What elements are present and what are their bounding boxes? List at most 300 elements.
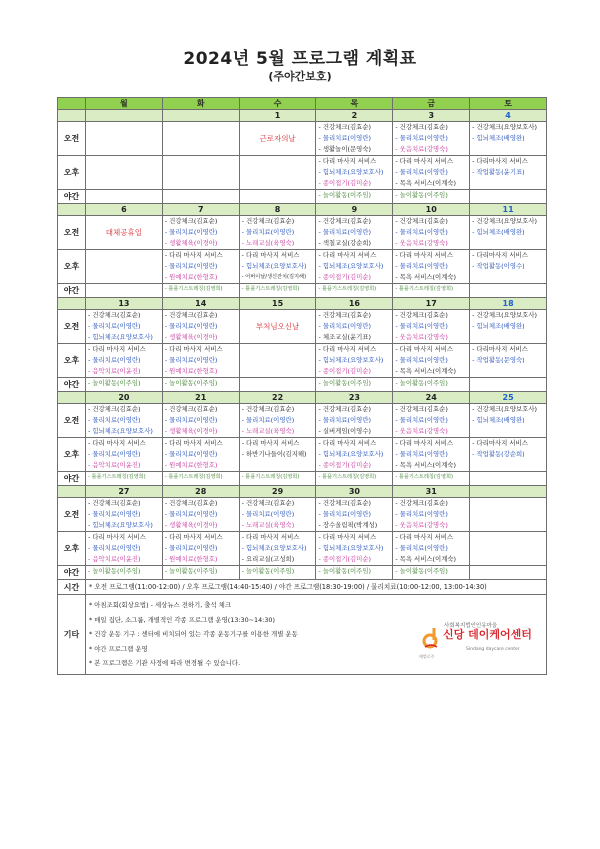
program-item: - 다리 마사지 서비스 <box>88 345 146 353</box>
night-program-cell <box>470 190 547 204</box>
program-item: - 물리치료(이영란) <box>164 416 218 424</box>
program-item: - 색칠교실(강순희) <box>318 239 372 247</box>
day-header-row <box>58 98 547 110</box>
program-item: - 장수올림픽(박계성) <box>318 521 378 529</box>
date-row-label <box>58 204 86 216</box>
program-cell <box>162 404 239 438</box>
program-cell <box>470 498 547 532</box>
program-item: - 웃음치료(강명숙) <box>395 521 448 529</box>
program-cell <box>162 344 239 378</box>
night-program-cell <box>239 190 316 204</box>
date-cell: 23 <box>316 392 393 404</box>
night-program-cell <box>162 190 239 204</box>
program-cell <box>239 344 316 378</box>
page-subtitle: (주야간보호) <box>268 70 332 83</box>
program-item: - 힘뇌체조(요양보호사) <box>241 262 307 270</box>
program-item: - 다리 마사지 서비스 <box>395 345 454 353</box>
program-item: - 힘뇌체조(요양보호사) <box>318 450 384 458</box>
night-program-cell: - 놀이활동(이주임) <box>239 566 316 580</box>
program-item: - 종이접기(김미순) <box>318 367 372 375</box>
program-item: - 다리 마사지 서비스 <box>164 533 223 541</box>
program-cell <box>393 404 470 438</box>
program-item: - 건강체크(김효순) <box>241 499 295 507</box>
program-cell <box>470 344 547 378</box>
program-item: - 작업활동(이영수) <box>472 262 525 270</box>
pm-label: 오후 <box>58 250 86 284</box>
program-item: - 다리 마사지 서비스 <box>318 345 377 353</box>
program-item: - 건강체크(요양보호사) <box>472 123 538 131</box>
time-row <box>58 580 547 595</box>
night-program-cell: - 틀플기스트레칭(김영희) <box>393 472 470 486</box>
program-item: - 생활체육(이경아) <box>164 521 218 529</box>
program-cell: 근로자의날 <box>239 122 316 156</box>
program-cell <box>162 250 239 284</box>
date-row <box>58 486 547 498</box>
notes-row <box>58 595 547 675</box>
program-item: - 건강체크(김효순) <box>395 123 448 131</box>
night-program-cell: - 틀플기스트레칭(김영희) <box>316 284 393 298</box>
night-program-cell: - 틀플기스트레칭(김영희) <box>239 472 316 486</box>
program-item: - 웃음치료(강명숙) <box>395 427 448 435</box>
program-cell <box>239 404 316 438</box>
program-item: - 웃음치료(강명숙) <box>395 239 448 247</box>
night-program-cell: - 놀이활동(이주임) <box>316 378 393 392</box>
program-item: - 노래교실(육영숙) <box>241 427 295 435</box>
logo-small-text: 애벌로주 <box>419 654 435 659</box>
night-program-cell: - 틀플기스트레칭(김영희) <box>393 284 470 298</box>
program-item: - 다리 마사지 서비스 <box>395 439 454 447</box>
weeks-body <box>58 110 547 580</box>
program-item: - 물리치료(이영란) <box>88 510 141 518</box>
program-item: - 건강체크(김효순) <box>318 311 372 319</box>
program-cell <box>86 404 163 438</box>
night-label: 야간 <box>58 472 86 486</box>
program-cell <box>316 438 393 472</box>
program-cell <box>470 216 547 250</box>
am-label: 오전 <box>58 310 86 344</box>
program-cell <box>86 344 163 378</box>
date-cell: 16 <box>316 298 393 310</box>
night-program-cell <box>239 378 316 392</box>
date-row-label <box>58 298 86 310</box>
date-cell: 4 <box>470 110 547 122</box>
program-item: - 원예치료(한형호) <box>164 367 218 375</box>
program-cell <box>393 532 470 566</box>
program-item: - 생활놀이(문영숙) <box>318 145 372 153</box>
night-row <box>58 190 547 204</box>
program-item: - 물리치료(이영란) <box>395 168 448 176</box>
program-item: - 물리치료(이영란) <box>318 322 372 330</box>
program-item: - 물리치료(이영란) <box>395 134 448 142</box>
note-line: * 야간 프로그램 운영 <box>89 644 148 653</box>
day-header: 화 <box>162 98 239 110</box>
program-item: - 다리 마사지 서비스 <box>395 157 454 165</box>
program-item: - 힘뇌체조(요양보호사) <box>241 544 307 552</box>
program-item: - 목욕 서비스(이계숙) <box>395 367 457 375</box>
program-cell <box>162 310 239 344</box>
program-item: - 노래교실(육영숙) <box>241 239 295 247</box>
date-cell: 29 <box>239 486 316 498</box>
program-item: - 원예치료(한형호) <box>164 555 218 563</box>
program-item: - 원예치료(한형호) <box>164 461 218 469</box>
program-item: - 물리치료(이영란) <box>164 450 218 458</box>
program-cell: 대체공휴일 <box>86 216 163 250</box>
program-item: - 건강체크(김효순) <box>164 217 218 225</box>
program-item: - 건강체크(김효순) <box>318 405 372 413</box>
program-cell <box>470 438 547 472</box>
program-cell <box>316 532 393 566</box>
date-row-label <box>58 110 86 122</box>
night-program-cell <box>470 378 547 392</box>
program-item: - 건강체크(김효순) <box>395 405 448 413</box>
program-item: - 목욕 서비스(이계숙) <box>395 461 457 469</box>
day-header: 토 <box>470 98 547 110</box>
program-item: - 힘뇌체조(요양보호사) <box>88 333 153 341</box>
night-program-cell: - 놀이활동(이주임) <box>162 566 239 580</box>
program-item: - 목욕 서비스(이계숙) <box>395 273 457 281</box>
day-header: 목 <box>316 98 393 110</box>
night-program-cell: - 놀이활동(이주임) <box>393 566 470 580</box>
program-item: - 원예치료(한형호) <box>164 273 218 281</box>
am-label: 오전 <box>58 122 86 156</box>
program-item: - 생활체육(이경아) <box>164 333 218 341</box>
program-item: - 다리 마사지 서비스 <box>164 251 223 259</box>
date-cell: 14 <box>162 298 239 310</box>
date-cell: 24 <box>393 392 470 404</box>
program-item: - 물리치료(이영란) <box>318 228 372 236</box>
date-cell <box>162 110 239 122</box>
night-program-cell <box>86 190 163 204</box>
program-cell <box>393 344 470 378</box>
center-logo <box>410 619 540 659</box>
date-cell: 2 <box>316 110 393 122</box>
program-item: - 다리 마사지 서비스 <box>88 533 146 541</box>
program-item: - 건강체크(요양보호사) <box>472 405 538 413</box>
program-cell <box>316 156 393 190</box>
program-item: - 물리치료(이영란) <box>395 510 448 518</box>
am-label: 오전 <box>58 498 86 532</box>
program-item: - 물리치료(이영란) <box>395 356 448 364</box>
date-cell: 8 <box>239 204 316 216</box>
program-item: - 다리 마사지 서비스 <box>88 439 146 447</box>
date-cell: 18 <box>470 298 547 310</box>
date-cell: 22 <box>239 392 316 404</box>
program-cell <box>86 532 163 566</box>
program-item: - 힘뇌체조(요양보호사) <box>318 168 384 176</box>
program-item: - 건강체크(요양보호사) <box>472 311 538 319</box>
program-item: - 다리 마사지 서비스 <box>318 533 377 541</box>
program-item: - 노래교실(육영숙) <box>241 521 295 529</box>
program-item: - 힘뇌체조(배영완) <box>472 134 525 142</box>
pm-row <box>58 250 547 284</box>
night-label: 야간 <box>58 190 86 204</box>
program-cell <box>86 438 163 472</box>
program-item: - 물리치료(이영란) <box>318 416 372 424</box>
date-cell: 28 <box>162 486 239 498</box>
program-item: - 물리치료(이영란) <box>395 228 448 236</box>
pm-row <box>58 438 547 472</box>
night-program-cell: - 틀플기스트레칭(김영희) <box>86 472 163 486</box>
date-row-label <box>58 392 86 404</box>
program-item: - 실버게임(이영수) <box>318 427 372 435</box>
program-item: - 물리치료(이영란) <box>395 322 448 330</box>
program-cell <box>86 122 163 156</box>
program-cell <box>470 404 547 438</box>
logo-english: Sindang daycare center <box>466 647 520 652</box>
pm-label: 오후 <box>58 532 86 566</box>
program-item: - 힘뇌체조(요양보호사) <box>318 262 384 270</box>
program-item: - 다리 마사지 서비스 <box>241 439 300 447</box>
program-cell <box>162 498 239 532</box>
am-label: 오전 <box>58 404 86 438</box>
program-item: - 음악치료(이윤진) <box>88 555 141 563</box>
night-program-cell: - 놀이활동(이주임) <box>316 566 393 580</box>
program-cell <box>393 156 470 190</box>
program-item: - 물리치료(이영란) <box>318 134 372 142</box>
program-item: - 힘뇌체조(배영완) <box>472 416 525 424</box>
etc-label: 기타 <box>58 595 86 675</box>
program-item: - 건강체크(김효순) <box>241 405 295 413</box>
program-item: - 다리마사지 서비스 <box>472 439 528 447</box>
program-cell <box>316 310 393 344</box>
program-cell <box>239 250 316 284</box>
am-row <box>58 122 547 156</box>
program-item: - 건강체크(김효순) <box>164 499 218 507</box>
program-item: - 물리치료(이영란) <box>88 322 141 330</box>
am-label: 오전 <box>58 216 86 250</box>
program-item: - 음악치료(이윤진) <box>88 367 141 375</box>
night-program-cell: - 틀플기스트레칭(김영희) <box>239 284 316 298</box>
program-item: - 건강체크(김효순) <box>318 217 372 225</box>
program-item: - 건강체크(김효순) <box>164 405 218 413</box>
date-cell: 10 <box>393 204 470 216</box>
night-row <box>58 472 547 486</box>
program-item: - 물리치료(이영란) <box>164 322 218 330</box>
program-item: - 건강체크(요양보호사) <box>472 217 538 225</box>
program-cell <box>239 498 316 532</box>
program-item: - 건강체크(김효순) <box>395 499 448 507</box>
night-row <box>58 378 547 392</box>
program-item: - 건강체크(김효순) <box>395 311 448 319</box>
program-item: - 작업활동(강순희) <box>472 450 525 458</box>
night-program-cell <box>470 284 547 298</box>
program-item: - 물리치료(이영란) <box>395 544 448 552</box>
day-header: 월 <box>86 98 163 110</box>
program-item: - 힘뇌체조(요양보호사) <box>88 427 153 435</box>
am-row <box>58 404 547 438</box>
pm-row <box>58 344 547 378</box>
program-item: - 다리 마사지 서비스 <box>318 157 377 165</box>
program-cell <box>86 156 163 190</box>
night-program-cell: - 놀이활동(이주임) <box>86 378 163 392</box>
program-item: - 생활체육(이경아) <box>164 427 218 435</box>
program-item: - 다리마사지 서비스 <box>472 251 528 259</box>
am-row <box>58 498 547 532</box>
date-cell: 27 <box>86 486 163 498</box>
logo-org: 사회복지법인인유마을 <box>444 623 498 629</box>
program-item: - 물리치료(이영란) <box>395 450 448 458</box>
note-line: * 본 프로그램은 기관 사정에 따라 변경될 수 있습니다. <box>89 659 241 668</box>
program-cell <box>239 438 316 472</box>
date-cell: 21 <box>162 392 239 404</box>
date-row <box>58 298 547 310</box>
program-item: - 물리치료(이영란) <box>318 510 372 518</box>
program-item: - 다리 마사지 서비스 <box>164 439 223 447</box>
program-cell <box>86 498 163 532</box>
night-label: 야간 <box>58 378 86 392</box>
program-item: - 물리치료(이영란) <box>88 416 141 424</box>
date-cell: 11 <box>470 204 547 216</box>
night-program-cell: - 놀이활동(이주임) <box>86 566 163 580</box>
time-label: 시간 <box>58 580 86 595</box>
note-line: * 아침조회(회상요법) - 세상뉴스 전하기, 출석 체크 <box>89 601 232 609</box>
program-item: - 건강체크(김효순) <box>88 499 141 507</box>
program-cell <box>393 310 470 344</box>
program-item: - 다리 마사지 서비스 <box>318 439 377 447</box>
time-schedule: * 오전 프로그램(11:00-12:00) / 오후 프로그램(14:40-15:40) / 야간 프로그램(18:30-19:00) / 물리치료(10:00-12:00, 13:00-14:30) <box>86 580 547 595</box>
night-label: 야간 <box>58 566 86 580</box>
program-item: - 건강체크(김효순) <box>241 217 295 225</box>
program-item: - 물리치료(이영란) <box>88 544 141 552</box>
program-item: - 다리 마사지 서비스 <box>241 533 300 541</box>
program-cell <box>86 310 163 344</box>
date-cell <box>470 486 547 498</box>
program-cell <box>239 156 316 190</box>
program-item: - 어버이날/생신잔치(김지해) <box>241 274 307 280</box>
program-cell <box>393 438 470 472</box>
program-cell <box>393 498 470 532</box>
program-item: - 힘뇌체조(배영완) <box>472 228 525 236</box>
program-item: - 물리치료(이영란) <box>164 356 218 364</box>
program-item: - 음악치료(이윤진) <box>88 461 141 469</box>
date-cell: 31 <box>393 486 470 498</box>
program-item: - 건강체크(김효순) <box>318 123 372 131</box>
program-cell <box>162 532 239 566</box>
program-item: - 건강체크(김효순) <box>318 499 372 507</box>
logo-mark-icon <box>422 627 440 649</box>
pm-label: 오후 <box>58 344 86 378</box>
am-row <box>58 216 547 250</box>
day-header: 수 <box>239 98 316 110</box>
date-cell: 25 <box>470 392 547 404</box>
date-cell: 3 <box>393 110 470 122</box>
pm-label: 오후 <box>58 156 86 190</box>
note-line: * 건강 운동 기구 : 센터에 비치되어 있는 각종 운동기구를 이용한 개별 운동 <box>89 630 298 639</box>
program-table <box>57 97 547 675</box>
program-item: - 다리마사지 서비스 <box>472 345 528 353</box>
program-cell <box>239 532 316 566</box>
program-cell <box>316 344 393 378</box>
night-program-cell: - 놀이활동(이주임) <box>316 190 393 204</box>
corner-cell <box>58 98 86 110</box>
program-item: - 힘뇌체조(요양보호사) <box>318 356 384 364</box>
am-row <box>58 310 547 344</box>
program-item: - 생활체육(이경아) <box>164 239 218 247</box>
program-item: - 다리 마사지 서비스 <box>395 251 454 259</box>
date-cell: 1 <box>239 110 316 122</box>
program-cell <box>470 156 547 190</box>
program-item: - 건강체크(김효순) <box>395 217 448 225</box>
date-cell <box>86 110 163 122</box>
night-program-cell: - 놀이활동(이주임) <box>393 378 470 392</box>
pm-label: 오후 <box>58 438 86 472</box>
program-item: - 건강체크(김효순) <box>164 311 218 319</box>
program-cell <box>470 310 547 344</box>
program-item: - 종이접기(김미순) <box>318 179 372 187</box>
program-item: - 하반기나들이(김지해) <box>241 450 307 458</box>
date-row-label <box>58 486 86 498</box>
night-program-cell: - 틀플기스트레칭(김영희) <box>316 472 393 486</box>
program-item: - 웃음치료(강명숙) <box>395 333 448 341</box>
night-label: 야간 <box>58 284 86 298</box>
program-item: - 목욕 서비스(이계숙) <box>395 179 457 187</box>
program-item: - 체조교실(윤기표) <box>318 333 372 341</box>
program-item: - 작업활동(윤기표) <box>472 168 525 176</box>
program-item: - 요리교실(고성희) <box>241 555 295 563</box>
date-cell: 6 <box>86 204 163 216</box>
program-item: - 종이접기(김미순) <box>318 461 372 469</box>
program-cell <box>162 216 239 250</box>
program-cell <box>393 122 470 156</box>
date-cell: 13 <box>86 298 163 310</box>
program-item: - 종이접기(김미순) <box>318 273 372 281</box>
program-item: - 건강체크(김효순) <box>88 311 141 319</box>
program-item: - 다리 마사지 서비스 <box>395 533 454 541</box>
program-item: - 힘뇌체조(요양보호사) <box>88 521 153 529</box>
program-cell: 부처님오신날 <box>239 310 316 344</box>
program-cell <box>162 438 239 472</box>
night-program-cell <box>470 472 547 486</box>
day-header: 금 <box>393 98 470 110</box>
date-row <box>58 392 547 404</box>
pm-row <box>58 532 547 566</box>
program-cell <box>393 250 470 284</box>
date-cell: 7 <box>162 204 239 216</box>
program-item: - 물리치료(이영란) <box>241 416 295 424</box>
night-program-cell <box>470 566 547 580</box>
program-item: - 웃음치료(강명숙) <box>395 145 448 153</box>
program-cell <box>470 532 547 566</box>
program-cell <box>470 250 547 284</box>
date-cell: 30 <box>316 486 393 498</box>
program-item: - 목욕 서비스(이계숙) <box>395 555 457 563</box>
program-cell <box>162 156 239 190</box>
notes-cell <box>86 595 547 675</box>
program-item: - 물리치료(이영란) <box>241 228 295 236</box>
date-cell: 9 <box>316 204 393 216</box>
program-item: - 물리치료(이영란) <box>88 356 141 364</box>
page-title: 2024년 5월 프로그램 계획표 <box>183 49 417 69</box>
program-cell <box>239 216 316 250</box>
program-item: - 힘뇌체조(요양보호사) <box>318 544 384 552</box>
night-program-cell <box>86 284 163 298</box>
date-cell: 17 <box>393 298 470 310</box>
program-item: - 물리치료(이영란) <box>88 450 141 458</box>
note-line: * 매일 집단, 소그룹, 개별적인 각종 프로그램 운영(13:30~14:30) <box>89 615 275 624</box>
program-item: - 다리 마사지 서비스 <box>318 251 377 259</box>
date-cell: 20 <box>86 392 163 404</box>
pm-row <box>58 156 547 190</box>
program-item: - 물리치료(이영란) <box>164 544 218 552</box>
program-item: - 힘뇌체조(배영완) <box>472 322 525 330</box>
program-cell <box>316 404 393 438</box>
program-cell <box>316 250 393 284</box>
date-cell: 15 <box>239 298 316 310</box>
program-cell <box>316 122 393 156</box>
date-row <box>58 110 547 122</box>
program-cell <box>470 122 547 156</box>
program-item: - 물리치료(이영란) <box>164 228 218 236</box>
